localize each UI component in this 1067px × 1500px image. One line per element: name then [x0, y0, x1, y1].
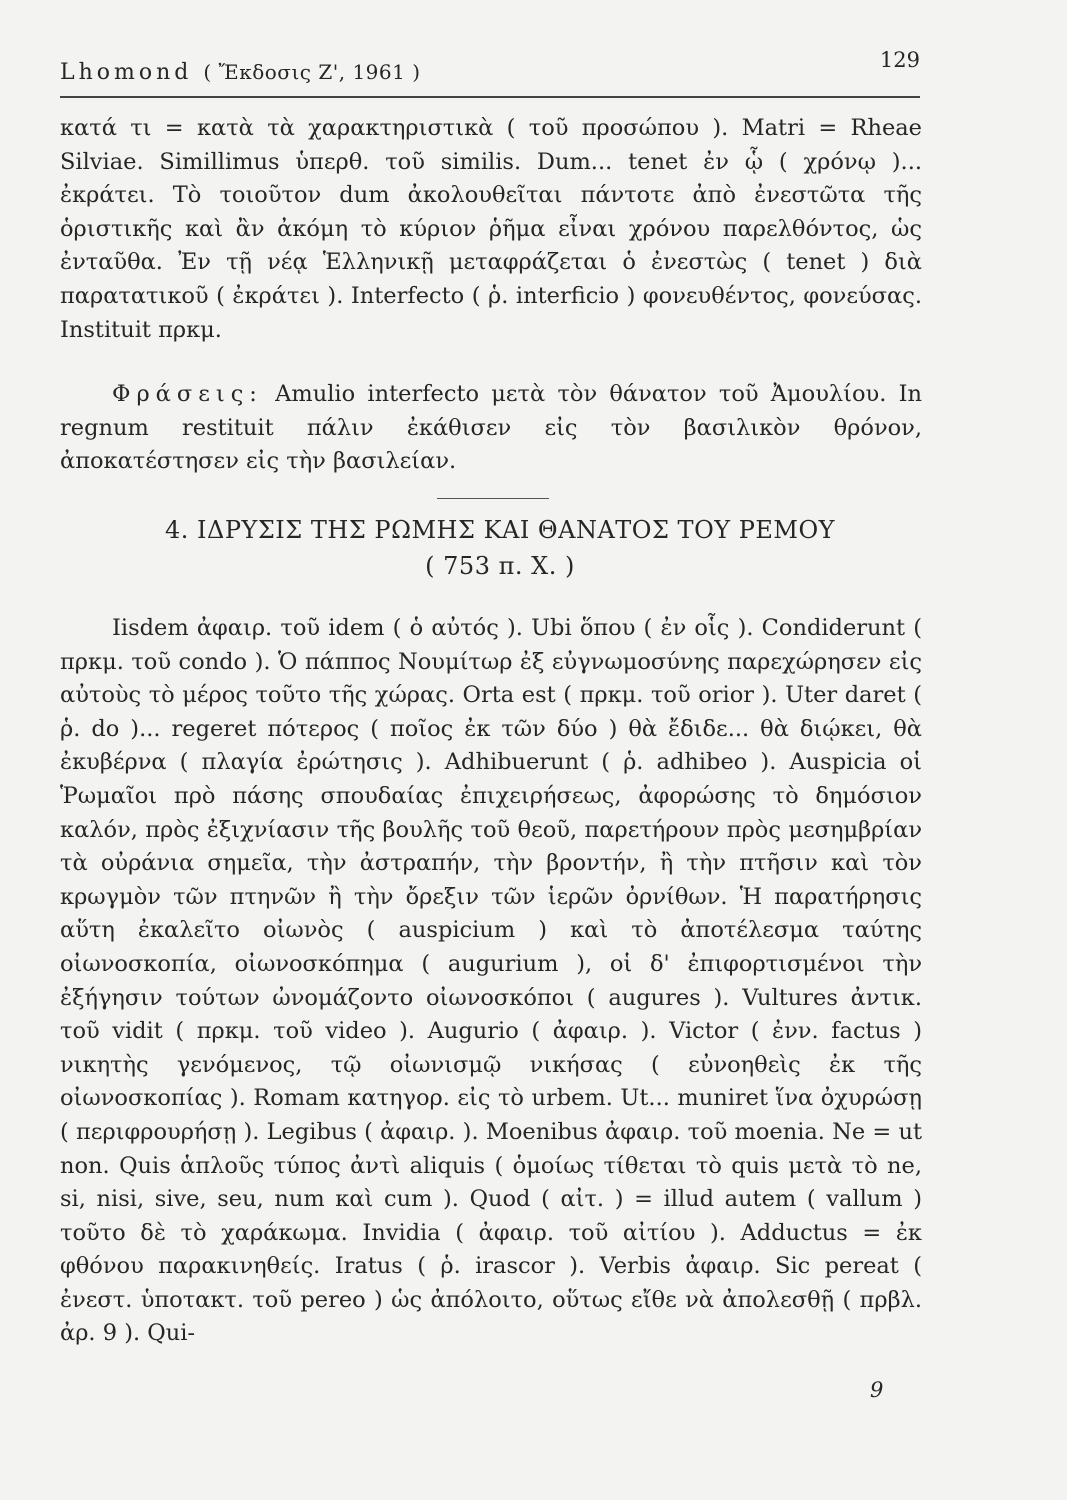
header-title	[60, 60, 421, 85]
header-author: Lhomond	[60, 60, 193, 85]
running-header	[60, 48, 920, 98]
notes-paragraph-1	[60, 112, 922, 347]
notes-text-2: Iisdem ἀφαιρ. τοῦ idem ( ὁ αὐτός ). Ubi ὅπου ( ἐν οἷς ). Condiderunt ( πρκμ. τοῦ condo ). Ὁ πάππος Νουμίτωρ ἐξ εὐγνωμοσύνης παρεχώρησεν εἰς αὐτοὺς τὸ μέρος τοῦτο τῆς χώρας. Orta est ( πρκμ. τοῦ orior ). Uter daret ( ῥ. do )... regeret πότερος ( ποῖος ἐκ τῶν δύο ) θὰ ἔδιδε... θὰ διῴκει, θὰ ἐκυβέρνα ( πλαγία ἐρώτησις ). Adhibuerunt ( ῥ. adhibeo ). Auspicia οἱ Ῥωμαῖοι πρὸ πάσης σπουδαίας ἐπιχειρήσεως, ἀφορώσης τὸ δημόσιον καλόν, πρὸς ἐξιχνίασιν τῆς βουλῆς τοῦ θεοῦ, παρετήρουν πρὸς μεσημβρίαν τὰ οὐράνια σημεῖα, τὴν ἀστραπήν, τὴν βροντήν, ἢ τὴν πτῆσιν καὶ τὸν κρωγμὸν τῶν πτηνῶν ἢ τὴν ὄρεξιν τῶν ἱερῶν ὀρνίθων. Ἡ παρατήρησις αὕτη ἐκαλεῖτο οἰωνὸς ( auspicium ) καὶ τὸ ἀποτέλεσμα ταύτης οἰωνοσκοπία, οἰωνοσκόπημα ( augurium ), οἱ δ' ἐπιφορτισμένοι τὴν ἐξήγησιν τούτων ὠνομάζοντο οἰωνοσκόποι ( augures ). Vultures ἀντικ. τοῦ vidit ( πρκμ. τοῦ video ). Augurio ( ἀφαιρ. ). Victor ( ἐνν. factus ) νικητὴς γενόμενος, τῷ οἰωνισμῷ νικήσας ( εὐνοηθεὶς ἐκ τῆς οἰωνοσκοπίας ). Romam κατηγορ. εἰς τὸ urbem. Ut... muniret ἵνα ὀχυρώσῃ ( περιφρουρήσῃ ). Legibus ( ἀφαιρ. ). Moenibus ἀφαιρ. τοῦ moenia. Ne = ut non. Quis ἁπλοῦς τύπος ἀντὶ aliquis ( ὁμοίως τίθεται τὸ quis μετὰ τὸ ne, si, nisi, sive, seu, num καὶ cum ). Quod ( αἰτ. ) = illud autem ( vallum ) τοῦτο δὲ τὸ χαράκωμα. Invidia ( ἀφαιρ. τοῦ αἰτίου ). Adductus = ἐκ φθόνου παρακινηθείς. Iratus ( ῥ. irascor ). Verbis ἀφαιρ. Sic pereat ( ἐνεστ. ὑποτακτ. τοῦ pereo ) ὡς ἀπόλοιτο, οὕτως εἴθε νὰ ἀπολεσθῇ ( πρβλ. ἀρ. 9 ). Qui-	[60, 615, 922, 1347]
section-heading	[60, 512, 940, 584]
phrases-label: Φράσεις:	[112, 381, 263, 407]
phrases-paragraph	[60, 378, 922, 479]
section-divider	[437, 498, 549, 499]
notes-text-1: κατά τι = κατὰ τὰ χαρακτηριστικὰ ( τοῦ προσώπου ). Matri = Rheae Silviae. Simillimus ὑπερθ. τοῦ similis. Dum... tenet ἐν ᾧ ( χρόνῳ )... ἐκράτει. Τὸ τοιοῦτον dum ἀκολουθεῖται πάντοτε ἀπὸ ἐνεστῶτα τῆς ὁριστικῆς καὶ ἂν ἀκόμη τὸ κύριον ῥῆμα εἶναι χρόνου παρελθόντος, ὡς ἐνταῦθα. Ἐν τῇ νέᾳ Ἑλληνικῇ μεταφράζεται ὁ ἐνεστὼς ( tenet ) διὰ παρατατικοῦ ( ἐκράτει ). Interfecto ( ῥ. interficio ) φονευθέντος, φονεύσας. Instituit πρκμ.	[60, 115, 922, 343]
page-number: 129	[879, 48, 920, 72]
section-title: 4. ΙΔΡΥΣΙΣ ΤΗΣ ΡΩΜΗΣ ΚΑΙ ΘΑΝΑΤΟΣ ΤΟΥ ΡΕΜΟΥ	[165, 516, 835, 544]
phrases-block	[60, 378, 922, 479]
phrases-text: Amulio interfecto μετὰ τὸν θάνατον τοῦ Ἀμουλίου. In regnum restituit πάλιν ἐκάθισεν εἰς τὸν βασιλικὸν θρόνον, ἀποκατέστησεν εἰς τὴν βασιλείαν.	[60, 381, 922, 475]
notes-paragraph-2	[60, 612, 922, 1351]
signature-mark: 9	[870, 1378, 884, 1402]
section-date: ( 753 π. Χ. )	[425, 552, 575, 580]
header-edition: ( Ἔκδοσις Ζ', 1961 )	[203, 60, 421, 84]
